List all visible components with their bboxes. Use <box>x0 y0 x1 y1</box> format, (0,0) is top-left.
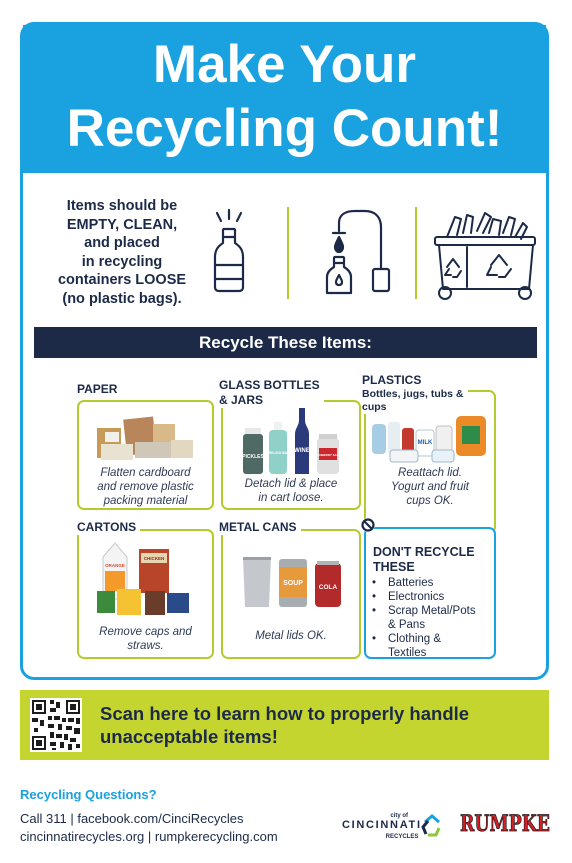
qr-code-icon[interactable] <box>30 698 82 752</box>
glass-title-line: & JARS <box>219 393 264 407</box>
dont-item: • Scrap Metal/Pots <box>368 605 476 619</box>
recycling-cart-icon <box>427 209 543 301</box>
rumpke-logo <box>458 806 552 838</box>
caption-line: Flatten cardboard <box>100 467 191 479</box>
sparkling-water-label: SPARKLING WATER <box>262 451 294 455</box>
caption-line: Detach lid & place <box>244 478 338 490</box>
instruction-line: EMPTY, CLEAN, <box>66 216 178 233</box>
instruction-line: (no plastic bags). <box>62 290 182 307</box>
paper-card <box>77 400 214 510</box>
dont-item: • Electronics <box>368 591 476 605</box>
carton-products-image <box>95 539 199 617</box>
rumpke-text: RUMPKE <box>460 811 550 837</box>
pickles-label: PICKLES <box>242 454 264 460</box>
paper-caption <box>79 466 212 508</box>
dont-title-line: DON'T RECYCLE <box>373 545 475 559</box>
dont-item: • Batteries <box>368 577 476 591</box>
metal-cans-title: METAL CANS <box>219 520 301 535</box>
title-line-1: Make Your <box>152 35 417 94</box>
title-line-2: Recycling Count! <box>66 99 503 158</box>
caption-line: straws. <box>127 640 164 652</box>
caption-line: Yogurt and fruit <box>391 481 469 493</box>
instructions-text <box>37 197 207 308</box>
plastics-title-text: PLASTICS <box>362 373 422 387</box>
glass-title <box>219 378 324 408</box>
orange-label: ORANGE <box>105 563 125 568</box>
glass-title-line: GLASS BOTTLES <box>219 378 320 392</box>
scan-line: unacceptable items! <box>100 726 278 747</box>
caption-line: cups OK. <box>406 495 454 507</box>
paper-title: PAPER <box>77 382 121 397</box>
caption-line: Reattach lid. <box>398 467 462 479</box>
recycles-text: RECYCLES <box>385 834 419 840</box>
city-of-text: city of <box>390 813 408 819</box>
dont-item: • Clothing & <box>368 633 476 647</box>
glass-bottles-image <box>237 406 349 476</box>
prohibited-icon <box>360 517 376 533</box>
plastics-title <box>362 373 468 414</box>
scan-text <box>100 702 545 748</box>
chicken-label: CHICKEN <box>143 556 165 561</box>
caption-line: packing material <box>103 495 188 507</box>
cola-label: COLA <box>318 584 338 591</box>
recycling-questions-heading: Recycling Questions? <box>20 787 157 802</box>
dont-title-line: THESE <box>373 560 415 574</box>
plastic-containers-image <box>370 410 492 464</box>
caption-line: and remove plastic <box>97 481 194 493</box>
instruction-line: in recycling <box>81 253 163 270</box>
soup-label: SOUP <box>283 580 303 587</box>
scan-line: Scan here to learn how to properly handle <box>100 703 470 724</box>
cincinnati-text: CINCINNATI <box>342 819 420 831</box>
recycle-arrows-icon <box>423 816 439 835</box>
cartons-caption <box>79 625 212 653</box>
faucet-icon <box>315 207 395 297</box>
poster-header <box>23 25 546 173</box>
caption-line: Remove caps and <box>99 626 192 638</box>
metal-cans-card <box>221 529 361 659</box>
paper-products-image <box>95 414 195 462</box>
cincinnati-recycles-logo <box>342 808 442 842</box>
cartons-title: CARTONS <box>77 520 140 535</box>
divider <box>287 207 289 299</box>
plastics-subtitle: cups <box>362 401 387 413</box>
dont-recycle-card <box>364 527 496 659</box>
divider <box>415 207 417 299</box>
instruction-line: Items should be <box>66 198 178 214</box>
poster-frame <box>20 22 549 680</box>
cartons-card <box>77 529 214 659</box>
milk-label: MILK <box>417 440 433 446</box>
dont-item-continued: & Pans <box>388 619 426 631</box>
instruction-line: containers LOOSE <box>57 272 187 288</box>
recycle-items-banner: Recycle These Items: <box>34 327 537 358</box>
contact-line[interactable]: Call 311 | facebook.com/CinciRecycles <box>20 811 244 826</box>
plastics-caption <box>366 466 494 508</box>
glass-caption <box>223 477 359 505</box>
wine-label: WINE <box>294 448 310 454</box>
websites-line[interactable]: cincinnatirecycles.org | rumpkerecycling.com <box>20 829 278 844</box>
dont-recycle-list <box>368 577 476 661</box>
cranberry-label: CRANBERRY SAUCE <box>312 453 344 457</box>
metal-caption: Metal lids OK. <box>255 630 327 642</box>
caption-line: in cart loose. <box>258 492 324 504</box>
glass-card <box>221 400 361 510</box>
instruction-line: and placed <box>84 235 160 251</box>
plastics-subtitle: Bottles, jugs, tubs & <box>362 388 464 400</box>
scan-bar <box>20 690 549 760</box>
dont-recycle-title <box>373 545 475 575</box>
dont-item-continued: Textiles <box>388 647 427 659</box>
bottle-icon <box>207 209 251 293</box>
metal-cans-image <box>239 553 347 613</box>
